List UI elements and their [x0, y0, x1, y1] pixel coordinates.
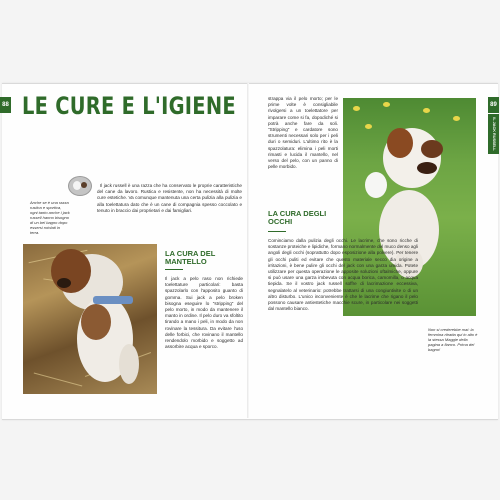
subhead-rule-eyes: [268, 231, 286, 232]
thumbnail-dog-head: [73, 181, 81, 190]
right-column-paragraph: strappa via il pelo morto; per le prime volte è consigliabile rivolgersi a un toelettatore per imparare come si fa, dopodiché si potrà anche fare da soli. "Stripping" e cardatore sono strumenti necessari solo per i peli duri o semiduri. L'ultimo rito è la spazzolatura: elimina i peli morti rimasti e lucida il mantello, nel verso del pelo, con un panno di pelle morbido.: [268, 96, 338, 170]
subhead-eye-care: LA CURA DEGLI OCCHI: [268, 209, 327, 226]
dog-photo-left: [23, 244, 157, 394]
section-label: IL JACK RUSSELL: [491, 117, 496, 151]
dog-thumbnail: [68, 176, 92, 196]
page-title: LE CURE E L'IGIENE: [22, 92, 236, 120]
book-gutter: [247, 83, 249, 418]
page-number-left: 88: [0, 97, 11, 113]
section-tab: [488, 114, 499, 154]
caption-right: Non si crederebbe mai: la femmina ritratta qui in alto è la stessa Maggie della pagina a fianco. Prima del bagno!: [428, 327, 478, 352]
page-number-right: 89: [488, 97, 499, 113]
caption-left: Anche se è una razza rustica e sportiva, ogni tanto anche i jack russell hanno bisogno di un bel bagno dopo essersi rotolati in terra.: [30, 200, 70, 235]
intro-paragraph: Il jack russell è una razza che ha conservato le proprie caratteristiche del cane da lavoro. Rustica e resistente, non ha necessità di molte cure estetiche. Va comunque mantenuta una certa pulizia alla pulizia e alla toelettatura dato che è un cane di compagnia spesso coccolato e tenuto in braccio dai proprietari e dai famigliari.: [97, 183, 242, 213]
subhead-coat-care: LA CURA DEL MANTELLO: [165, 249, 216, 266]
subhead-rule-coat: [165, 269, 183, 270]
eye-care-paragraph: Cominciamo dalla pulizia degli occhi. Le lacrime, che sono ricche di sostanze proteiche e lipidiche, formano normalmente del muco denso agli angoli degli occhi (soprattutto dopo esposizione alla polvere). Per tenere gli occhi puliti ed evitare che questo materiale secco dia origine a irritazioni, è bene pulire gli occhi del jack con una garza umida. Potete utilizzare per questa operazione le apposite soluzioni oftalmiche, oppure si può usare una garza imbevuta con acqua borica, camomilla, o acqua tiepida. Se il vostro jack russell soffre di lacrimazione eccessiva, segnalatelo al veterinario: potrebbe trattarsi di una congiuntivite o di un altro disturbo. L'unico inconveniente è che le lacrime che rigano il pelo possono causare antiestetiche macchie scure, in particolare nei soggetti dal mantello bianco.: [268, 238, 418, 312]
thumbnail-dog-ear: [81, 182, 87, 188]
coat-care-paragraph: Il jack a pelo raso non richiede toelettature particolari: basta spazzolarlo con l'apposito guanto di gomma. Sui jack a pelo broken bisogna eseguire lo "stripping" del pelo morto, in modo da mantenere il manto in ordine. Il pelo duro va sfoltito tirando a mano i peli, in modo da non rovinare la tessitura. Da evitare l'uso delle forbici, che rovinano il mantello rendendolo morbido e soggetto ad assorbire acqua e sporco.: [165, 276, 243, 350]
